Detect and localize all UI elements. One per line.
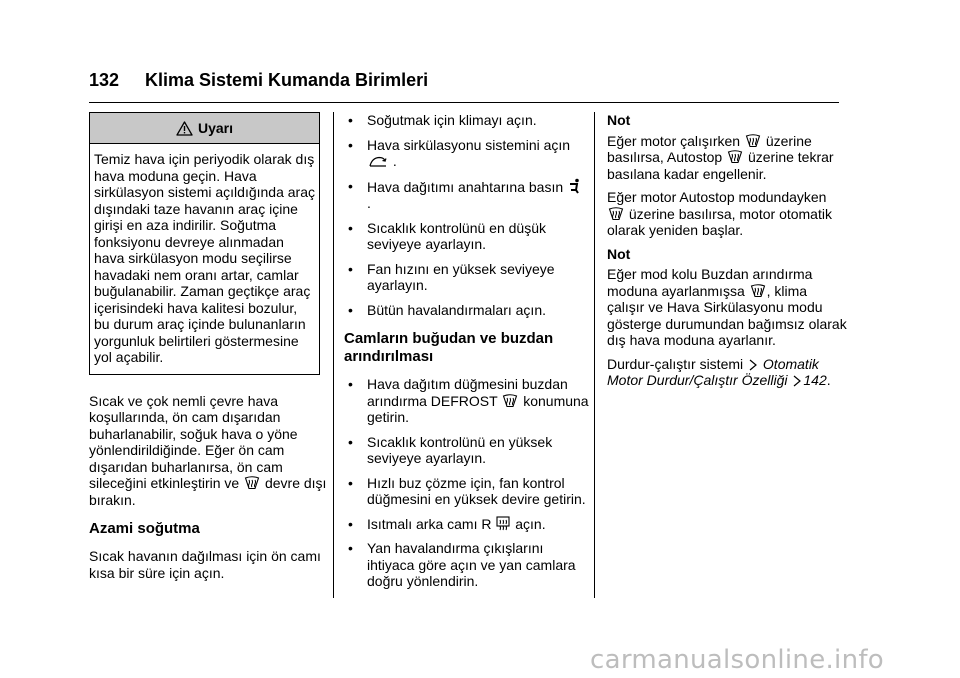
recirculation-icon — [368, 155, 388, 168]
column-divider — [594, 112, 595, 598]
bullet: • — [348, 301, 353, 318]
bullet: • — [348, 540, 353, 556]
list-item-text: Sıcaklık kontrolünü en yüksek seviyeye ayarlayın. — [367, 433, 553, 466]
list-item — [344, 137, 590, 170]
list-item — [344, 112, 590, 129]
list-item-text: Bütün havalandırmaları açın. — [367, 301, 546, 318]
list-item — [344, 516, 590, 533]
list-item-text: Hava dağıtımı anahtarına basın — [367, 178, 564, 195]
warning-title: Uyarı — [197, 119, 234, 136]
note-paragraph — [607, 189, 847, 239]
defrost-icon — [745, 134, 761, 148]
watermark: carmanualsonline.info — [590, 645, 885, 675]
page-header — [89, 70, 839, 103]
note-paragraph — [607, 266, 847, 349]
list-item-text: Isıtmalı arka camı R — [367, 515, 492, 532]
column-divider — [333, 112, 334, 598]
defrost-icon — [750, 284, 766, 298]
list-item-text: Soğutmak için klimayı açın. — [367, 112, 537, 128]
list-item-text: Sıcaklık kontrolünü en düşük seviyeye ayarlayın. — [367, 219, 546, 252]
list-item-text: . — [392, 153, 397, 169]
list-item-text: . — [367, 195, 371, 211]
warning-text: Temiz hava için periyodik olarak dış hava moduna geçin. Hava sirkülasyon sistemi açıldığında araç dışındaki taze havanın araç içine girişi en aza indirilir. Soğutma fonksiyonu devreye alınmadan hava sirkülasyon modu seçilirse havadaki nem oranı artar, camlar buğulanabilir. Zaman geçtikçe araç içerisindeki hava kalitesi bozulur, bu durum araç içinde bulunanların yorgunluk belirtileri göstermesine yol açabilir. — [94, 151, 315, 365]
rear-defrost-icon — [496, 516, 510, 531]
defrost-icon — [244, 476, 260, 490]
section-heading: Camların buğudan ve buzdan arındırılması — [344, 330, 554, 365]
list-item — [344, 376, 590, 426]
defrost-icon — [502, 394, 518, 408]
cross-reference-link[interactable]: Otomatik Motor Durdur/Çalıştır Özelliği — [607, 355, 819, 388]
note-text: Durdur-çalıştır sistemi — [607, 355, 744, 372]
paragraph-text: Sıcak ve çok nemli çevre hava koşullarında, ön cam dışarıdan buharlanabilir, soğuk hava o yöne yönlendirildiğinde. Eğer ön cam dışarıdan buharlanırsa, ön cam sileceğini etkinleştirin ve — [89, 392, 298, 491]
arrow-ref-icon — [792, 375, 802, 387]
list-item-text: Hava sirkülasyonu sistemini açın — [367, 136, 571, 153]
page-title: Klima Sistemi Kumanda Birimleri — [145, 70, 429, 90]
list-item-text: açın. — [515, 515, 546, 532]
note-text: Eğer motor çalışırken — [607, 132, 741, 149]
note-paragraph — [607, 133, 847, 183]
note-text: Eğer motor Autostop modundayken — [607, 189, 827, 205]
column-1 — [89, 112, 331, 588]
list-item-text: Fan hızını en yüksek seviyeye ayarlayın. — [367, 260, 555, 293]
note-text: üzerine tekrar basılana kadar engellenir. — [607, 149, 834, 182]
paragraph: Sıcak havanın dağılması için ön camı kısa bir süre için açın. — [89, 548, 321, 581]
bullet: • — [348, 433, 353, 450]
column-3 — [607, 112, 847, 396]
list-item — [344, 475, 590, 508]
list-item-text: konumuna getirin. — [367, 392, 589, 425]
list-item — [344, 302, 590, 319]
warning-header — [90, 113, 319, 144]
section-heading: Azami soğutma — [89, 520, 200, 537]
warning-triangle-icon — [176, 121, 193, 136]
list-item-text: Yan havalandırma çıkışlarını ihtiyaca göre açın ve yan camlara doğru yönlendirin. — [367, 540, 576, 589]
list-item-text: Hızlı buz çözme için, fan kontrol düğmesini en yüksek devire getirin. — [367, 474, 586, 507]
note-text: üzerine basılırsa, motor otomatik olarak yeniden başlar. — [607, 205, 832, 238]
note-text: . — [826, 372, 831, 388]
paragraph-text: devre dışı bırakın. — [89, 475, 327, 508]
bullet: • — [348, 136, 353, 153]
bullet: • — [348, 177, 353, 194]
bullet: • — [348, 515, 353, 532]
defrost-icon — [727, 150, 743, 164]
warning-box — [89, 112, 320, 375]
bullet: • — [348, 260, 353, 277]
column-2 — [344, 112, 590, 598]
note-text: Eğer mod kolu Buzdan arındırma moduna ayarlanmışsa — [607, 266, 813, 299]
list-item-text: Hava dağıtım düğmesini buzdan arındırma DEFROST — [367, 376, 568, 409]
note-title: Not — [607, 112, 631, 128]
defrost-icon — [608, 207, 624, 221]
paragraph — [89, 393, 331, 509]
note-text: , klima çalışır ve Hava Sirkülasyonu modu gösterge durumundan bağımsız olarak dış hava moduna ayarlanır. — [607, 282, 847, 348]
cross-reference-page[interactable]: 142 — [803, 372, 827, 388]
list-item — [344, 540, 590, 590]
list-item — [344, 434, 590, 467]
list-item — [344, 261, 590, 294]
note-title: Not — [607, 245, 631, 262]
note-text: üzerine basılırsa, Autostop — [607, 132, 812, 165]
bullet: • — [348, 219, 353, 236]
vent-mode-icon — [568, 178, 582, 194]
bullet: • — [348, 376, 353, 392]
page-number: 132 — [89, 70, 120, 90]
list-item — [344, 220, 590, 253]
bullet: • — [348, 474, 353, 491]
arrow-ref-icon — [748, 359, 758, 371]
bullet: • — [348, 112, 353, 128]
note-paragraph — [607, 356, 847, 389]
list-item — [344, 178, 590, 212]
